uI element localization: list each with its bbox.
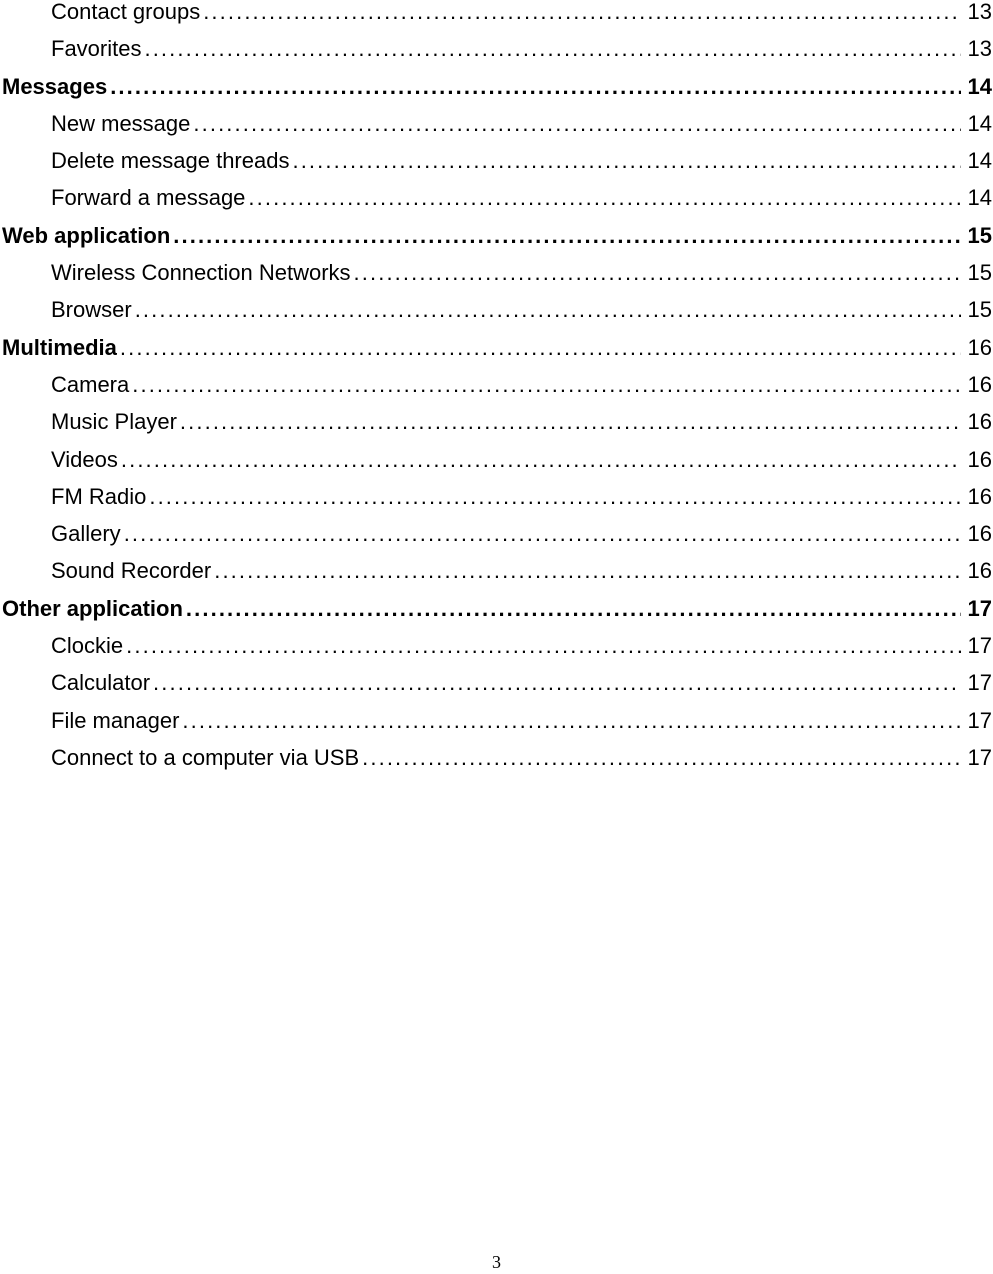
toc-entry-page: 14 xyxy=(967,110,992,136)
toc-entry[interactable] xyxy=(2,298,992,335)
toc-entry-title: Forward a message xyxy=(51,185,246,211)
toc-entry[interactable] xyxy=(2,37,992,74)
toc-entry[interactable] xyxy=(2,671,992,708)
toc-entry[interactable] xyxy=(2,746,992,783)
toc-entry-page: 13 xyxy=(967,36,992,62)
table-of-contents xyxy=(2,0,992,783)
toc-entry[interactable] xyxy=(2,261,992,298)
toc-entry[interactable] xyxy=(2,75,992,112)
toc-entry-title: Music Player xyxy=(51,409,177,435)
toc-leader-dots xyxy=(120,336,961,360)
toc-leader-dots xyxy=(173,224,961,248)
toc-leader-dots xyxy=(135,298,961,322)
toc-entry-title: Browser xyxy=(51,297,132,323)
toc-entry-title: Multimedia xyxy=(2,334,117,360)
toc-entry-title: Messages xyxy=(2,73,108,99)
toc-entry-title: Connect to a computer via USB xyxy=(51,744,360,770)
toc-entry-page: 16 xyxy=(967,558,992,584)
toc-leader-dots xyxy=(132,373,961,397)
toc-entry-page: 14 xyxy=(967,185,992,211)
toc-entry[interactable] xyxy=(2,0,992,37)
toc-entry[interactable] xyxy=(2,559,992,596)
toc-entry-page: 16 xyxy=(967,446,992,472)
toc-leader-dots xyxy=(180,410,961,434)
toc-entry-title: Calculator xyxy=(51,670,151,696)
toc-entry-page: 17 xyxy=(967,633,992,659)
toc-entry-page: 17 xyxy=(967,744,992,770)
toc-entry-title: Web application xyxy=(2,222,171,248)
toc-leader-dots xyxy=(153,671,961,695)
toc-leader-dots xyxy=(362,746,961,770)
toc-entry-page: 15 xyxy=(967,297,992,323)
toc-entry-page: 14 xyxy=(967,73,992,99)
toc-entry-title: Contact groups xyxy=(51,0,201,24)
toc-leader-dots xyxy=(193,112,961,136)
toc-entry-title: File manager xyxy=(51,707,180,733)
toc-entry[interactable] xyxy=(2,373,992,410)
toc-entry-page: 14 xyxy=(967,148,992,174)
page-number: 3 xyxy=(492,1252,501,1272)
toc-leader-dots xyxy=(182,709,961,733)
toc-entry-page: 16 xyxy=(967,483,992,509)
toc-entry-page: 16 xyxy=(967,334,992,360)
toc-entry[interactable] xyxy=(2,709,992,746)
toc-entry[interactable] xyxy=(2,112,992,149)
toc-leader-dots xyxy=(292,149,961,173)
toc-entry-title: Wireless Connection Networks xyxy=(51,260,351,286)
toc-leader-dots xyxy=(354,261,961,285)
toc-entry-title: Favorites xyxy=(51,36,142,62)
toc-entry-page: 17 xyxy=(967,707,992,733)
toc-entry[interactable] xyxy=(2,224,992,261)
toc-entry-title: Camera xyxy=(51,371,130,397)
toc-entry-title: Gallery xyxy=(51,521,121,547)
toc-entry-page: 16 xyxy=(967,409,992,435)
toc-entry[interactable] xyxy=(2,522,992,559)
toc-entry-page: 16 xyxy=(967,521,992,547)
toc-entry-title: Sound Recorder xyxy=(51,558,212,584)
toc-leader-dots xyxy=(203,0,961,24)
toc-entry[interactable] xyxy=(2,634,992,671)
toc-entry-title: Videos xyxy=(51,446,118,472)
toc-entry-page: 16 xyxy=(967,371,992,397)
toc-entry-title: New message xyxy=(51,110,191,136)
toc-entry-title: Clockie xyxy=(51,633,124,659)
toc-entry[interactable] xyxy=(2,597,992,634)
toc-entry-page: 15 xyxy=(967,222,992,248)
toc-entry-title: Other application xyxy=(2,595,183,621)
toc-leader-dots xyxy=(248,186,961,210)
toc-leader-dots xyxy=(110,75,961,99)
toc-leader-dots xyxy=(144,37,961,61)
toc-entry[interactable] xyxy=(2,336,992,373)
toc-leader-dots xyxy=(124,522,961,546)
toc-entry[interactable] xyxy=(2,149,992,186)
toc-entry-title: FM Radio xyxy=(51,483,147,509)
toc-entry[interactable] xyxy=(2,186,992,223)
toc-entry-page: 17 xyxy=(967,670,992,696)
toc-leader-dots xyxy=(126,634,961,658)
toc-entry[interactable] xyxy=(2,410,992,447)
toc-entry-page: 15 xyxy=(967,260,992,286)
toc-leader-dots xyxy=(121,448,961,472)
toc-entry-title: Delete message threads xyxy=(51,148,290,174)
toc-entry[interactable] xyxy=(2,485,992,522)
toc-leader-dots xyxy=(149,485,961,509)
toc-leader-dots xyxy=(186,597,961,621)
toc-entry-page: 17 xyxy=(967,595,992,621)
toc-entry-page: 13 xyxy=(967,0,992,24)
toc-leader-dots xyxy=(214,559,961,583)
toc-entry[interactable] xyxy=(2,448,992,485)
